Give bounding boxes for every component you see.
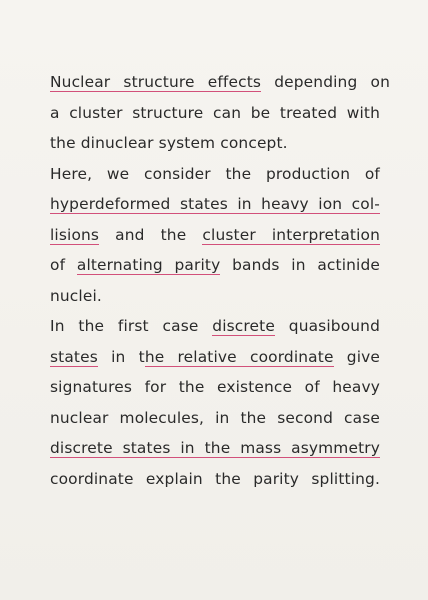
text-run: signatures for the existence of heavy (50, 378, 380, 396)
text-run: in t (97, 347, 145, 366)
text-line (50, 406, 380, 437)
text-line (50, 70, 390, 101)
text-run: the dinuclear system concept. (50, 134, 288, 152)
text-line (50, 284, 390, 315)
underlined-phrase: cluster interpretation (202, 225, 380, 244)
underlined-phrase: alternating parity (76, 256, 221, 274)
text-line (50, 467, 380, 498)
text-line (50, 101, 380, 132)
underlined-phrase: lisions (50, 225, 100, 244)
text-run: a cluster structure can be treated with (50, 103, 380, 122)
text-line (50, 314, 380, 345)
text-line (50, 162, 380, 193)
underlined-phrase: he relative coordinate (144, 347, 334, 366)
underlined-phrase: states (50, 347, 98, 366)
text-run: In the first case (50, 317, 213, 335)
text-run: Here, we consider the production of (50, 164, 380, 183)
text-run: depending on (261, 73, 390, 91)
text-run: coordinate explain the parity splitting. (50, 469, 380, 488)
text-line (50, 436, 380, 467)
text-run: quasibound (274, 317, 380, 335)
text-line (50, 223, 380, 254)
underlined-phrase: discrete states in the mass asymmetry (50, 439, 380, 457)
underlined-phrase: hyperdeformed states in heavy ion col- (50, 195, 380, 213)
text-run: and the (99, 225, 203, 244)
text-run: give (333, 347, 380, 366)
text-run: nuclear molecules, in the second case (50, 408, 380, 427)
text-line (50, 192, 380, 223)
underlined-phrase: Nuclear structure effects (50, 73, 262, 91)
text-line (50, 131, 390, 162)
text-run: of (50, 256, 77, 274)
text-line (50, 375, 380, 406)
text-run: bands in actinide (220, 256, 380, 274)
text-run: nuclei. (50, 286, 102, 305)
abstract-text (50, 70, 390, 497)
underlined-phrase: discrete (212, 317, 275, 335)
text-line (50, 345, 380, 376)
text-line (50, 253, 380, 284)
